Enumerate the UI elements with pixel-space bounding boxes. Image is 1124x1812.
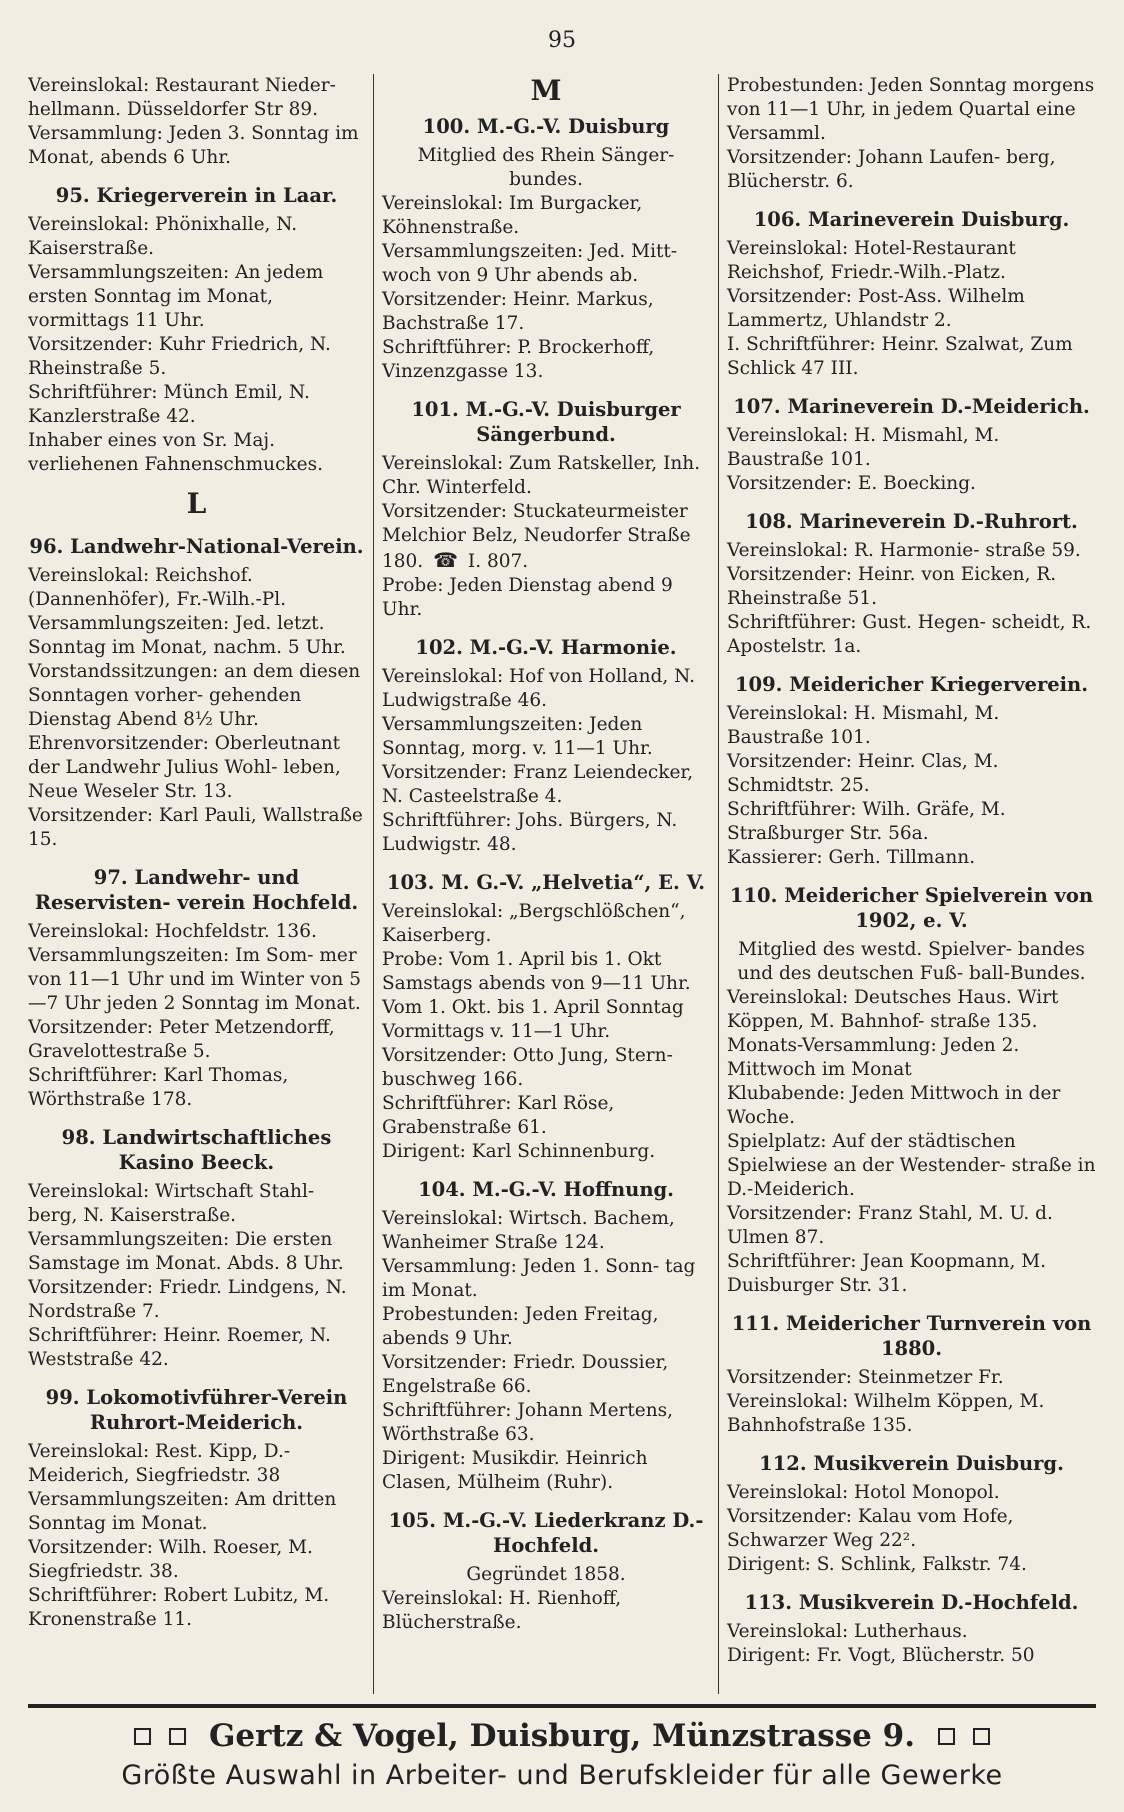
club-heading: 105. M.-G.-V. Liederkranz D.-Hochfeld. xyxy=(388,1509,704,1557)
entry-text: Vereinslokal: Lutherhaus. xyxy=(727,1621,968,1642)
entry-text: Schriftführer: Johs. Bürgers, N. Ludwigstr. 48. xyxy=(382,810,678,855)
entry-text: Vorsitzender: Post-Ass. Wilhelm Lammertz, Uhlandstr 2. xyxy=(727,286,1025,331)
entry-text: Schriftführer: Wilh. Gräfe, M. Straßburger Str. 56a. xyxy=(727,799,1006,844)
entry-text: Vereinslokal: Wirtschaft Stahl- berg, N. Kaiserstraße. xyxy=(28,1181,315,1226)
membership-note: Mitglied des westd. Spielver- bandes und des deutschen Fuß- ball-Bundes. xyxy=(737,939,1086,984)
entry-text: Versammlungszeiten: Jed. Mitt- woch von 9 Uhr abends ab. xyxy=(382,241,678,286)
club-heading: 110. Meidericher Spielverein von 1902, e. V. xyxy=(729,884,1094,932)
entry-text: Vereinslokal: Deutsches Haus. Wirt Köppen, M. Bahnhof- straße 135. xyxy=(727,987,1059,1032)
entry-text: Schriftführer: Gust. Hegen- scheidt, R. Apostelstr. 1a. xyxy=(727,612,1092,657)
entry-text: Versammlung: Jeden 1. Sonn- tag im Monat. xyxy=(382,1256,696,1301)
page-number: 95 xyxy=(548,28,576,53)
telephone-icon: ☎ xyxy=(433,548,459,572)
entry-text: Versammlung: Jeden 3. Sonntag im Monat, abends 6 Uhr. xyxy=(28,123,359,168)
column-middle xyxy=(373,74,718,1694)
advertiser-name: Gertz & Vogel, Duisburg, Münzstrasse 9. xyxy=(208,1718,916,1754)
club-heading: 100. M.-G.-V. Duisburg xyxy=(422,115,670,138)
entry-text: Probestunden: Jeden Freitag, abends 9 Uhr. xyxy=(382,1304,659,1349)
column-left xyxy=(28,74,373,1694)
entry-text: Klubabende: Jeden Mittwoch in der Woche. xyxy=(727,1083,1061,1128)
entry-text: Schriftführer: Karl Thomas, Wörthstraße 178. xyxy=(28,1065,289,1110)
entry-text: Vereinslokal: H. Rienhoff, Blücherstraße. xyxy=(382,1588,622,1633)
advertisement-banner xyxy=(28,1704,1096,1794)
entry-text: Schriftführer: Heinr. Roemer, N. Weststraße 42. xyxy=(28,1325,331,1370)
club-heading: 101. M.-G.-V. Duisburger Sängerbund. xyxy=(411,398,681,446)
entry-text: Vereinslokal: Restaurant Nieder- hellmann. Düsseldorfer Str 89. xyxy=(28,75,336,120)
square-ornament-icon xyxy=(938,1728,955,1745)
entry-text: Vorsitzender: Steinmetzer Fr. xyxy=(727,1367,1004,1388)
entry-text: Dirigent: S. Schlink, Falkstr. 74. xyxy=(727,1554,1027,1575)
club-heading: 98. Landwirtschaftliches Kasino Beeck. xyxy=(61,1126,332,1174)
entry-text: Vereinslokal: Reichshof. (Dannenhöfer), Fr.-Wilh.-Pl. xyxy=(28,565,287,610)
club-heading: 97. Landwehr- und Reservisten- verein Hochfeld. xyxy=(34,866,359,914)
entry-text-main: Vorsitzender: Stuckateurmeister Melchior Belz, Neudorfer Straße 180. xyxy=(382,501,691,572)
entry-text: Versammlungszeiten: Im Som- mer von 11—1 Uhr und im Winter von 5—7 Uhr jeden 2 Sonntag im Monat. xyxy=(28,945,361,1014)
entry-text: Vorsitzender: Karl Pauli, Wallstraße 15. xyxy=(28,805,363,850)
entry-text: Vorsitzender: Friedr. Doussier, Engelstraße 66. xyxy=(382,1352,669,1397)
club-heading: 99. Lokomotivführer-Verein Ruhrort-Meiderich. xyxy=(45,1386,348,1434)
entry-text: Versammlungszeiten: Am dritten Sonntag im Monat. xyxy=(28,1489,337,1534)
entry-text: Versammlungszeiten: An jedem ersten Sonntag im Monat, vormittags 11 Uhr. xyxy=(28,262,324,331)
club-heading: 106. Marineverein Duisburg. xyxy=(753,208,1070,231)
entry-text: Vereinslokal: Wilhelm Köppen, M. Bahnhofstraße 135. xyxy=(727,1391,1045,1436)
entry-text: Dirigent: Fr. Vogt, Blücherstr. 50 xyxy=(727,1645,1035,1666)
entry-text: Monats-Versammlung: Jeden 2. Mittwoch im Monat xyxy=(727,1035,1020,1080)
section-letter: M xyxy=(530,74,562,107)
entry-text: Vorsitzender: E. Boecking. xyxy=(727,473,976,494)
entry-text: Schriftführer: Münch Emil, N. Kanzlerstraße 42. xyxy=(28,382,310,427)
entry-text: Vorsitzender: Friedr. Lindgens, N. Nordstraße 7. xyxy=(28,1277,347,1322)
entry-text: Schriftführer: Robert Lubitz, M. Kronenstraße 11. xyxy=(28,1585,330,1630)
club-heading: 102. M.-G.-V. Harmonie. xyxy=(415,636,677,659)
club-heading: 108. Marineverein D.-Ruhrort. xyxy=(745,510,1078,533)
entry-text: Vorsitzender: Heinr. Markus, Bachstraße 17. xyxy=(382,289,654,334)
membership-note: Mitglied des Rhein Sänger- bundes. xyxy=(417,145,675,190)
club-heading: 95. Kriegerverein in Laar. xyxy=(55,184,338,207)
entry-text: Vorsitzender: Kuhr Friedrich, N. Rheinstraße 5. xyxy=(28,334,331,379)
entry-text xyxy=(382,500,710,574)
square-ornament-icon xyxy=(169,1728,186,1745)
advertisement-tagline: Größte Auswahl in Arbeiter- und Berufskleider für alle Gewerke xyxy=(121,1760,1003,1791)
club-heading: 103. M. G.-V. „Helvetia“, E. V. xyxy=(386,871,706,894)
telephone-number: I. 807. xyxy=(467,551,529,572)
entry-text: Vorsitzender: Wilh. Roeser, M. Siegfriedstr. 38. xyxy=(28,1537,313,1582)
entry-text: Versammlungszeiten: Die ersten Samstage im Monat. Abds. 8 Uhr. xyxy=(28,1229,344,1274)
club-heading: 113. Musikverein D.-Hochfeld. xyxy=(744,1591,1079,1614)
column-right xyxy=(718,74,1096,1694)
entry-text: Versammlungszeiten: Jeden Sonntag, morg. v. 11—1 Uhr. xyxy=(382,714,653,759)
entry-text: Spielplatz: Auf der städtischen Spielwiese an der Westender- straße in D.-Meiderich. xyxy=(727,1131,1096,1200)
club-heading: 112. Musikverein Duisburg. xyxy=(759,1452,1064,1475)
entry-text: Versammlungszeiten: Jed. letzt. Sonntag im Monat, nachm. 5 Uhr. Vorstandssitzungen: an dem diesen Sonntagen vorher- gehenden Dienstag Abend 8½ Uhr. xyxy=(28,613,361,730)
columns xyxy=(28,74,1096,1694)
entry-text: Vereinslokal: Im Burgacker, Köhnenstraße. xyxy=(382,193,643,238)
entry-text: Schriftführer: P. Brockerhoff, Vinzenzgasse 13. xyxy=(382,337,655,382)
entry-text: Dirigent: Karl Schinnenburg. xyxy=(382,1141,656,1162)
entry-text: Vorsitzender: Peter Metzendorff, Gravelottestraße 5. xyxy=(28,1017,335,1062)
entry-text: Vereinslokal: Phönixhalle, N. Kaiserstraße. xyxy=(28,214,298,259)
entry-text: Schriftführer: Johann Mertens, Wörthstraße 63. xyxy=(382,1400,674,1445)
club-heading: 111. Meidericher Turnverein von 1880. xyxy=(731,1312,1092,1360)
entry-text: Probe: Jeden Dienstag abend 9 Uhr. xyxy=(382,575,673,620)
entry-text: Vereinslokal: Hochfeldstr. 136. xyxy=(28,921,317,942)
entry-text: Vorsitzender: Heinr. Clas, M. Schmidtstr. 25. xyxy=(727,751,999,796)
entry-text: Vereinslokal: H. Mismahl, M. Baustraße 101. xyxy=(727,703,1000,748)
square-ornament-icon xyxy=(134,1728,151,1745)
club-heading: 109. Meidericher Kriegerverein. xyxy=(734,673,1089,696)
square-ornament-icon xyxy=(973,1728,990,1745)
advertisement-headline xyxy=(28,1714,1096,1758)
entry-text: Vorsitzender: Heinr. von Eicken, R. Rheinstraße 51. xyxy=(727,564,1057,609)
entry-text: Schriftführer: Jean Koopmann, M. Duisburger Str. 31. xyxy=(727,1251,1047,1296)
entry-text: I. Schriftführer: Heinr. Szalwat, Zum Schlick 47 III. xyxy=(727,334,1073,379)
entry-text: Vereinslokal: R. Harmonie- straße 59. xyxy=(727,540,1081,561)
entry-text: Vorsitzender: Otto Jung, Stern- buschweg 166. xyxy=(382,1045,673,1090)
entry-text: Schriftführer: Karl Röse, Grabenstraße 61. xyxy=(382,1093,615,1138)
entry-text: Vereinslokal: Hotol Monopol. xyxy=(727,1482,1000,1503)
entry-text: Vorsitzender: Franz Leiendecker, N. Casteelstraße 4. xyxy=(382,762,694,807)
entry-text: Vereinslokal: „Bergschlößchen“, Kaiserberg. xyxy=(382,901,686,946)
entry-text: Vorsitzender: Kalau vom Hofe, Schwarzer Weg 22². xyxy=(727,1506,1014,1551)
entry-text: Vereinslokal: Hof von Holland, N. Ludwigstraße 46. xyxy=(382,666,695,711)
section-letter: L xyxy=(186,487,207,520)
entry-text: Vereinslokal: Rest. Kipp, D.- Meiderich, Siegfriedstr. 38 xyxy=(28,1441,291,1486)
entry-text: Vorsitzender: Johann Laufen- berg, Blücherstr. 6. xyxy=(727,147,1056,192)
club-heading: 96. Landwehr-National-Verein. xyxy=(29,535,364,558)
entry-text: Probe: Vom 1. April bis 1. Okt Samstags abends von 9—11 Uhr. Vom 1. Okt. bis 1. April Sonntag Vormittags v. 11—1 Uhr. xyxy=(382,949,691,1042)
club-heading: 104. M.-G.-V. Hoffnung. xyxy=(418,1178,674,1201)
entry-text: Vereinslokal: H. Mismahl, M. Baustraße 101. xyxy=(727,425,1000,470)
entry-text: Probestunden: Jeden Sonntag morgens von 11—1 Uhr, in jedem Quartal eine Versamml. xyxy=(727,75,1095,144)
entry-text: Kassierer: Gerh. Tillmann. xyxy=(727,847,976,868)
entry-text: Vereinslokal: Hotel-Restaurant Reichshof, Friedr.-Wilh.-Platz. xyxy=(727,238,1016,283)
entry-text: Inhaber eines von Sr. Maj. verliehenen Fahnenschmuckes. xyxy=(28,430,323,475)
entry-text: Vorsitzender: Franz Stahl, M. U. d. Ulmen 87. xyxy=(727,1203,1053,1248)
founded-note: Gegründet 1858. xyxy=(466,1564,626,1585)
entry-text: Vereinslokal: Zum Ratskeller, Inh. Chr. Winterfeld. xyxy=(382,453,701,498)
entry-text: Vereinslokal: Wirtsch. Bachem, Wanheimer Straße 124. xyxy=(382,1208,675,1253)
club-heading: 107. Marineverein D.-Meiderich. xyxy=(733,395,1090,418)
entry-text: Ehrenvorsitzender: Oberleutnant der Landwehr Julius Wohl- leben, Neue Weseler Str. 13. xyxy=(28,733,341,802)
entry-text: Dirigent: Musikdir. Heinrich Clasen, Mülheim (Ruhr). xyxy=(382,1448,648,1493)
